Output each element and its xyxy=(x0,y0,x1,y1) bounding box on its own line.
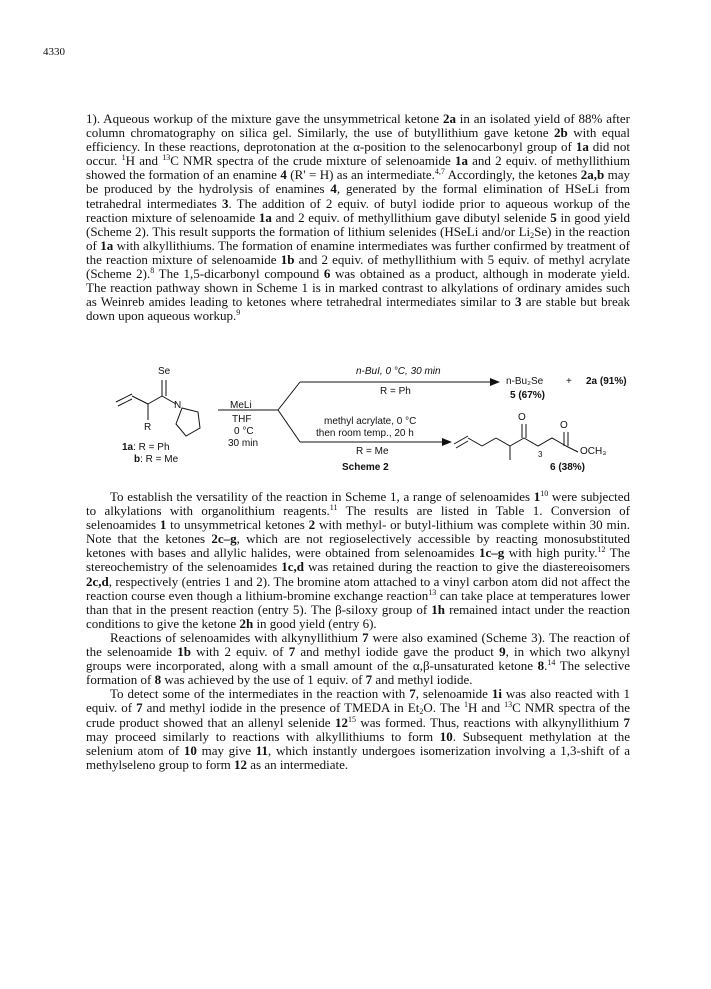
bond xyxy=(496,438,510,446)
plus-sign: + xyxy=(566,376,572,387)
top-condition-2: R = Ph xyxy=(380,386,411,397)
arrowhead xyxy=(442,438,452,446)
bond xyxy=(148,396,162,404)
product-2a: 2a (91%) xyxy=(586,376,627,387)
label-o-1: O xyxy=(518,412,526,423)
arrow-branch-bottom xyxy=(278,410,300,442)
bond xyxy=(510,438,524,446)
paragraph-2: To establish the versatility of the reaction in Scheme 1, a range of selenoamides $1^{10}$ were subjected to alkylations with organolithium reagents.$^{11}$ The results are listed in Table 1. Conversion of selenoamides 1 to unsymmetrical ketones 2 with methyl- or butyl-lithium was complete within 30 min. Note that the ketones 2c–g, which are not regioselectively accessible by reacting monosubstituted ketones with bases and allylic halides, were obtained from selenoamides 1c–g with high purity.$^{12}$ The stereochemistry of the selenoamides 1c,d was retained during the reaction to give the diastereoisomers 2c,d, respectively (entries 1 and 2). The bromine atom attached to a vinyl carbon atom did not affect the reaction course even though a lithium-bromine exchange reaction$^{13}$ can take place at temperatures lower than that in the present reaction (entry 5). The β-siloxy group of 1h remained intact under the reaction conditions to give the ketone 2h in good yield (entry 6). Reactions of selenoamides with alkynyllithium 7 were also examined (Scheme 3). The reaction of the selenoamide 1b with 2 equiv. of 7 and methyl iodide gave the product 9, in which two alkynyl groups were incorporated, along with a small amount of the α,β-unsaturated ketone 8.14 The selective formation of 8 was achieved by the use of 1 equiv. of 7 and methyl iodide. To detect some of the intermediates in the reaction with 7, selenoamide 1i was also reacted with 1 equiv. of 7 and methyl iodide in the presence of TMEDA in $Et_2O$. The $^1$H and $^{13}$C NMR spectra of the crude product showed that an allenyl selenide $12^{15}$ was formed. Thus, reactions with alkynyllithium 7 may proceed similarly to reactions with alkyllithiums to form 10. Subsequent methylation at the selenium atom of 10 may give 11, which instantly undergoes isomerization involving a 1,3-shift of a methylseleno group to form 12 as an intermediate. xyxy=(86,489,631,772)
label-1a: 1a: R = Ph xyxy=(122,442,170,453)
bottom-condition-1: methyl acrylate, 0 °C xyxy=(324,416,417,427)
product-5: 5 (67%) xyxy=(510,390,546,401)
bond xyxy=(482,438,496,446)
label-se: Se xyxy=(158,366,171,377)
label-subscript-3: 3 xyxy=(538,450,543,459)
bottom-condition-2: then room temp., 20 h xyxy=(316,428,414,439)
paragraph-1: 1). Aqueous workup of the mixture gave the unsymmetrical ketone 2a in an isolated yield of 88% after column chromatography on silica gel. Similarly, the use of butyllithium gave ketone 2b with equal efficiency. In these reactions, deprotonation at the α-position to the selenocarbonyl group of 1a did not occur. $^1$H and $^{13}$C NMR spectra of the crude mixture of selenoamide 1a and 2 equiv. of methyllithium showed the formation of an enamine 4 (R' = H) as an intermediate.$^{4,7}$ Accordingly, the ketones 2a,b may be produced by the hydrolysis of enamines 4, generated by the formal elimination of HSeLi from tetrahedral intermediates 3. The addition of 2 equiv. of butyl iodide prior to aqueous workup of the reaction mixture of selenoamide 1a and 2 equiv. of methyllithium gave dibutyl selenide 5 in good yield (Scheme 2). This result supports the formation of lithium selenides (HSeLi and/or $Li_2Se$) in the reaction of 1a with alkyllithiums. The formation of enamine intermediates was further confirmed by treatment of the reaction mixture of selenoamide 1b and 2 equiv. of methyllithium with 5 equiv. of methyl acrylate (Scheme 2).$^8$ The 1,5-dicarbonyl compound 6 was obtained as a product, although in moderate yield. The reaction pathway shown in Scheme 1 is in marked contrast to alkylations of ordinary amides such as Weinreb amides leading to ketones where tetrahedral intermediates similar to 3 are stable but break down upon aqueous workup.$^9$ xyxy=(86,111,631,324)
bond xyxy=(132,396,148,404)
page-number: 4330 xyxy=(43,46,65,58)
product-6: 6 (38%) xyxy=(550,462,586,473)
bond xyxy=(116,394,132,402)
bond xyxy=(524,438,566,446)
label-o-2: O xyxy=(560,420,568,431)
label-och3: OCH₃ xyxy=(580,446,607,457)
bond xyxy=(566,446,578,452)
label-r: R xyxy=(144,422,152,433)
label-n: N xyxy=(174,400,182,411)
arrowhead xyxy=(490,378,500,386)
label-1b: b: R = Me xyxy=(134,454,179,465)
bottom-condition-3: R = Me xyxy=(356,446,389,457)
product-bu2se: n-Bu₂Se xyxy=(506,376,544,387)
reagent-meli: MeLi xyxy=(230,400,252,411)
scheme-title: Scheme 2 xyxy=(342,462,389,473)
pyrrolidine-ring xyxy=(176,408,200,436)
scheme-2 xyxy=(110,366,630,476)
reagent-time: 30 min xyxy=(228,438,259,449)
arrow-branch-top xyxy=(278,382,300,410)
bond xyxy=(468,438,482,446)
reagent-thf: THF xyxy=(232,414,252,425)
top-condition-1: n-BuI, 0 °C, 30 min xyxy=(356,366,441,377)
reagent-temp: 0 °C xyxy=(234,426,254,437)
